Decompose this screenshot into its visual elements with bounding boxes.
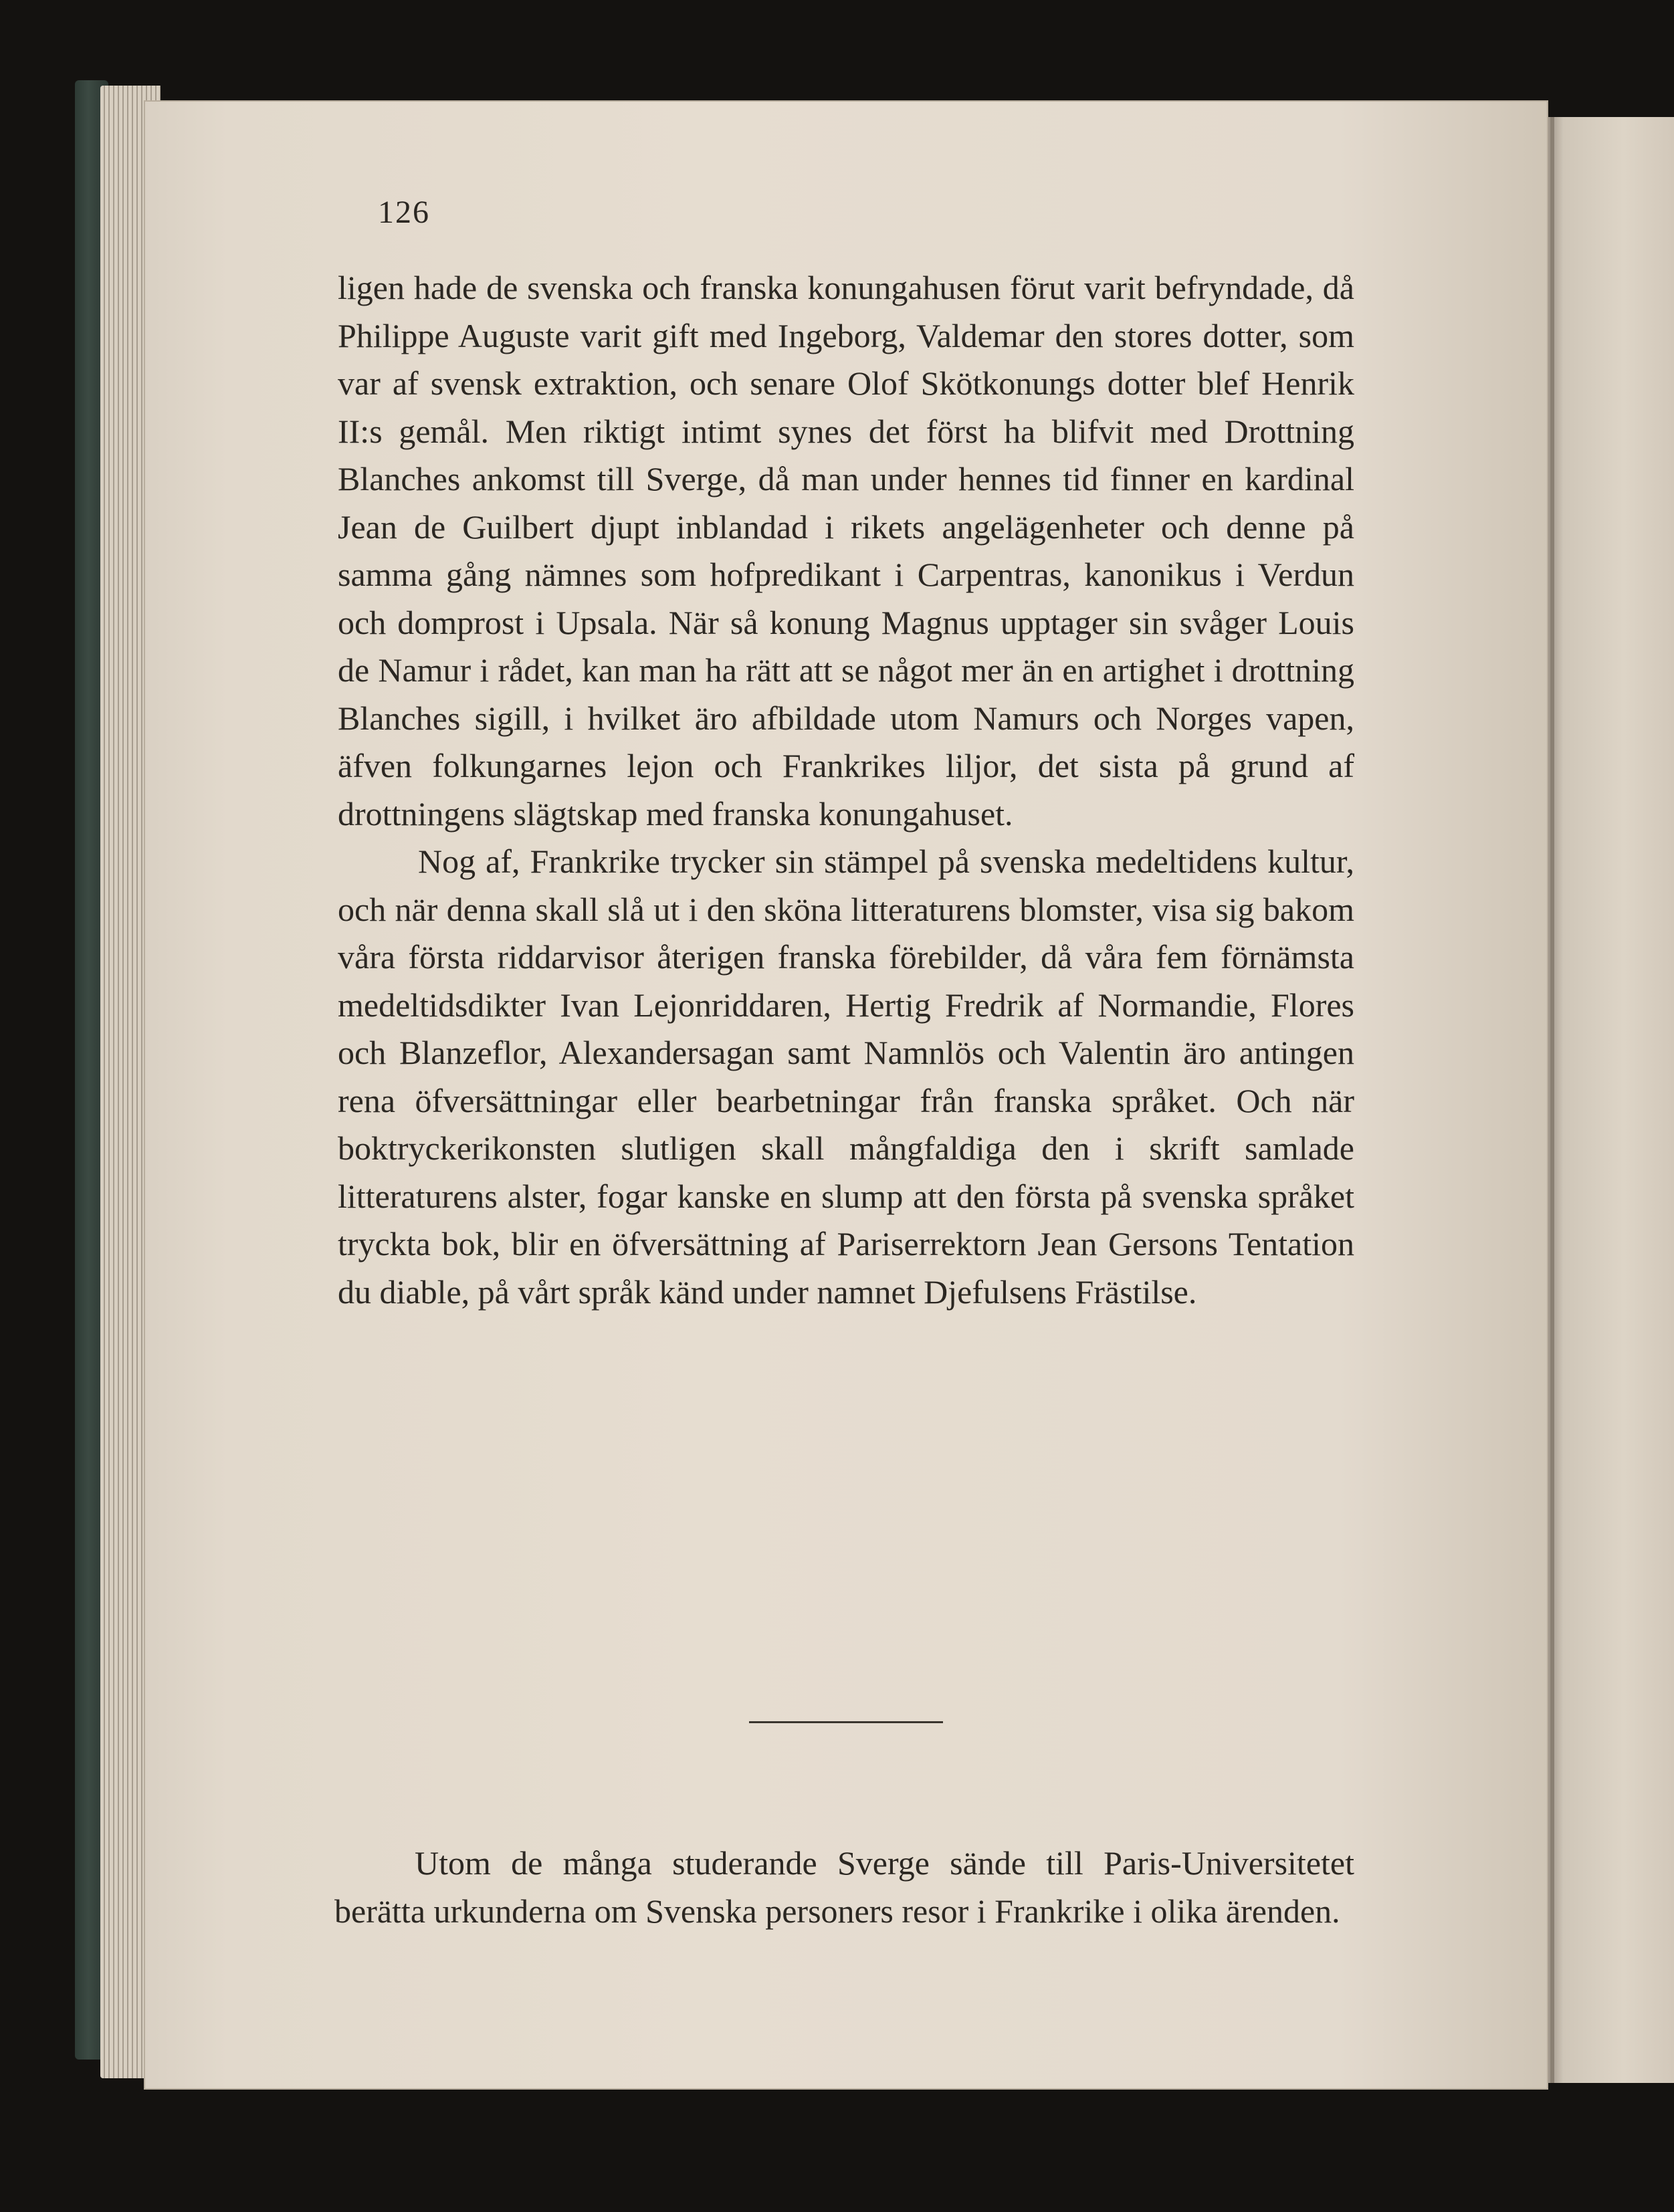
section-divider bbox=[749, 1721, 943, 1723]
page-number: 126 bbox=[378, 195, 430, 230]
main-text bbox=[338, 264, 1354, 1316]
paragraph-2: Nog af, Frankrike trycker sin stämpel på svenska medeltidens kultur, och när denna skall slå ut i den sköna litteraturens blomster, visa sig bakom våra första riddarvisor återigen franska förebilder, då våra fem förnämsta medeltidsdikter Ivan Lejonriddaren, Hertig Fredrik af Normandie, Flores och Blanzeflor, Alexandersagan samt Namnlös och Valentin äro antingen rena öfversättningar eller bearbetningar från franska språket. Och när boktryckerikonsten slutligen skall mångfaldiga den i skrift samlade litteraturens alster, fogar kanske en slump att den första på svenska språket tryckta bok, blir en öfversättning af Pariserrektorn Jean Gersons Tentation du diable, på vårt språk känd under namnet Djefulsens Frästilse. bbox=[338, 843, 1354, 1311]
paragraph-3: Utom de många studerande Sverge sände till Paris-Universitetet berätta urkunderna om Svenska personers resor i Frankrike i olika ärenden. bbox=[334, 1844, 1354, 1930]
paragraph-1: ligen hade de svenska och franska konungahusen förut varit befryndade, då Philippe Auguste varit gift med Ingeborg, Valdemar den stores dotter, som var af svensk extraktion, och senare Olof Skötkonungs dotter blef Henrik II:s gemål. Men riktigt intimt synes det först ha blifvit med Drottning Blanches ankomst till Sverge, då man under hennes tid finner en kardinal Jean de Guilbert djupt inblandad i rikets angelägenheter och denne på samma gång nämnes som hofpredikant i Carpentras, kanonikus i Verdun och domprost i Upsala. När så konung Magnus upptager sin svåger Louis de Namur i rådet, kan man ha rätt att se något mer än en artighet i drottning Blanches sigill, i hvilket äro afbildade utom Namurs och Norges vapen, äfven folkungarnes lejon och Frankrikes liljor, det sista på grund af drottningens slägtskap med franska konungahuset. bbox=[338, 269, 1354, 833]
facing-page bbox=[1548, 117, 1674, 2083]
gutter bbox=[1550, 117, 1554, 2083]
